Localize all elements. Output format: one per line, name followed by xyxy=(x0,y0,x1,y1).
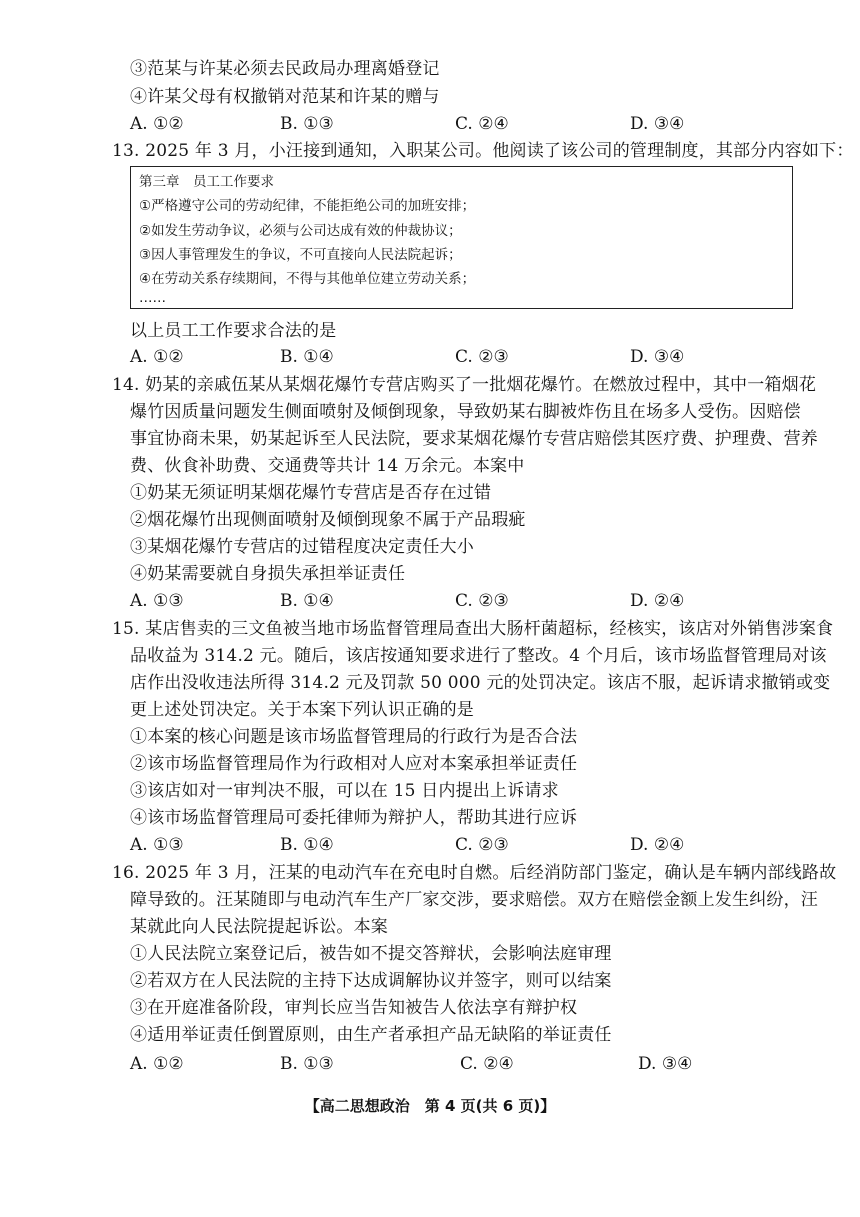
q14-statement-1: ①奶某无须证明某烟花爆竹专营店是否存在过错 xyxy=(130,483,492,503)
q15-option-a: A. ①③ xyxy=(130,835,184,855)
q14-stem-line-3: 事宜协商未果，奶某起诉至人民法院，要求某烟花爆竹专营店赔偿其医疗费、护理费、营养 xyxy=(130,429,818,449)
page-footer: 【高二思想政治 第 4 页(共 6 页)】 xyxy=(304,1097,556,1115)
q13-stem: 13. 2025 年 3 月，小汪接到通知，入职某公司。他阅读了该公司的管理制度，其部分内容如下： xyxy=(112,141,854,161)
q15-option-b: B. ①④ xyxy=(280,835,334,855)
q14-option-c: C. ②③ xyxy=(455,591,509,611)
q16-option-c: C. ②④ xyxy=(460,1054,514,1074)
q16-stem-line-2: 障导致的。汪某随即与电动汽车生产厂家交涉，要求赔偿。双方在赔偿金额上发生纠纷，汪 xyxy=(130,890,818,910)
q13-regulation-box xyxy=(130,166,793,309)
q14-statement-4: ④奶某需要就自身损失承担举证责任 xyxy=(130,564,406,584)
q14-option-b: B. ①④ xyxy=(280,591,334,611)
q12-option-a: A. ①② xyxy=(130,114,184,134)
q13-option-a: A. ①② xyxy=(130,347,184,367)
q13-box-item-4: ④在劳动关系存续期间，不得与其他单位建立劳动关系； xyxy=(139,271,476,287)
q12-statement-3: ③范某与许某必须去民政局办理离婚登记 xyxy=(130,59,440,79)
q16-option-b: B. ①③ xyxy=(280,1054,334,1074)
q14-statement-3: ③某烟花爆竹专营店的过错程度决定责任大小 xyxy=(130,537,474,557)
q13-question: 以上员工工作要求合法的是 xyxy=(130,321,337,341)
q16-statement-4: ④适用举证责任倒置原则，由生产者承担产品无缺陷的举证责任 xyxy=(130,1025,612,1045)
q13-box-item-3: ③因人事管理发生的争议，不可直接向人民法院起诉； xyxy=(139,247,462,263)
q15-statement-2: ②该市场监督管理局作为行政相对人应对本案承担举证责任 xyxy=(130,754,578,774)
q14-option-d: D. ②④ xyxy=(630,591,685,611)
q16-option-d: D. ③④ xyxy=(638,1054,693,1074)
q15-option-d: D. ②④ xyxy=(630,835,685,855)
q15-option-c: C. ②③ xyxy=(455,835,509,855)
q13-box-item-5: …… xyxy=(139,290,166,306)
q16-option-a: A. ①② xyxy=(130,1054,184,1074)
q14-stem-line-1: 14. 奶某的亲戚伍某从某烟花爆竹专营店购买了一批烟花爆竹。在燃放过程中，其中一箱烟花 xyxy=(112,375,817,395)
q13-option-d: D. ③④ xyxy=(630,347,685,367)
q15-statement-4: ④该市场监督管理局可委托律师为辩护人，帮助其进行应诉 xyxy=(130,808,578,828)
q12-option-d: D. ③④ xyxy=(630,114,685,134)
q14-option-a: A. ①③ xyxy=(130,591,184,611)
q14-stem-line-4: 费、伙食补助费、交通费等共计 14 万余元。本案中 xyxy=(130,456,525,476)
q14-statement-2: ②烟花爆竹出现侧面喷射及倾倒现象不属于产品瑕疵 xyxy=(130,510,526,530)
q13-option-b: B. ①④ xyxy=(280,347,334,367)
q16-stem-line-3: 某就此向人民法院提起诉讼。本案 xyxy=(130,917,388,937)
q16-statement-2: ②若双方在人民法院的主持下达成调解协议并签字，则可以结案 xyxy=(130,971,612,991)
q15-statement-3: ③该店如对一审判决不服，可以在 15 日内提出上诉请求 xyxy=(130,781,559,801)
q15-stem-line-2: 品收益为 314.2 元。随后，该店按通知要求进行了整改。4 个月后，该市场监督管理局对该 xyxy=(130,646,827,666)
q15-statement-1: ①本案的核心问题是该市场监督管理局的行政行为是否合法 xyxy=(130,727,578,747)
q12-statement-4: ④许某父母有权撤销对范某和许某的赠与 xyxy=(130,87,440,107)
q15-stem-line-3: 店作出没收违法所得 314.2 元及罚款 50 000 元的处罚决定。该店不服，起诉请求撤销或变 xyxy=(130,673,831,693)
q13-option-c: C. ②③ xyxy=(455,347,509,367)
q13-box-title: 第三章 员工工作要求 xyxy=(139,174,274,190)
q16-statement-1: ①人民法院立案登记后，被告如不提交答辩状，会影响法庭审理 xyxy=(130,944,612,964)
q15-stem-line-1: 15. 某店售卖的三文鱼被当地市场监督管理局查出大肠杆菌超标，经核实，该店对外销售涉案食 xyxy=(112,619,834,639)
q13-box-item-2: ②如发生劳动争议，必须与公司达成有效的仲裁协议； xyxy=(139,223,462,239)
q13-box-item-1: ①严格遵守公司的劳动纪律，不能拒绝公司的加班安排； xyxy=(139,198,476,214)
q15-stem-line-4: 更上述处罚决定。关于本案下列认识正确的是 xyxy=(130,700,474,720)
q14-stem-line-2: 爆竹因质量问题发生侧面喷射及倾倒现象，导致奶某右脚被炸伤且在场多人受伤。因赔偿 xyxy=(130,402,801,422)
q16-statement-3: ③在开庭准备阶段，审判长应当告知被告人依法享有辩护权 xyxy=(130,998,578,1018)
q16-stem-line-1: 16. 2025 年 3 月，汪某的电动汽车在充电时自燃。后经消防部门鉴定，确认是车辆内部线路故 xyxy=(112,863,837,883)
q12-option-c: C. ②④ xyxy=(455,114,509,134)
q12-option-b: B. ①③ xyxy=(280,114,334,134)
